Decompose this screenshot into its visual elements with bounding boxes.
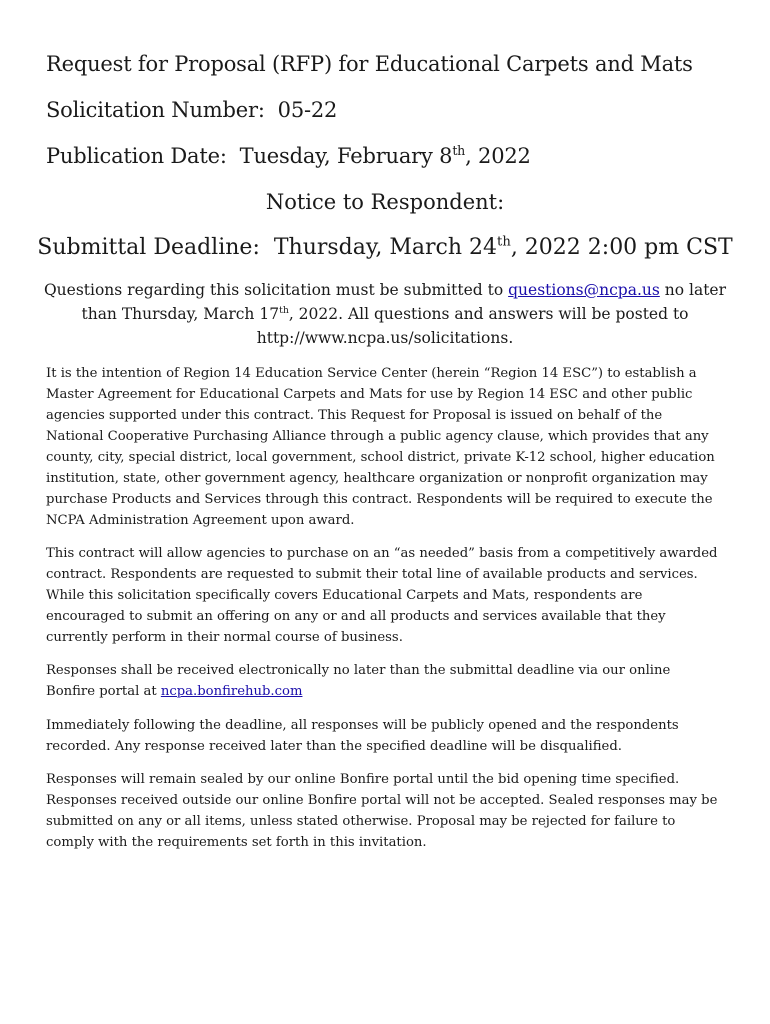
sealed-responses-paragraph: Responses will remain sealed by our online Bonfire portal until the bid opening time specified. Responses received outside our online Bonfire portal will not be accepted. Sealed responses may be submitted on any or all items, unless stated otherwise. Proposal may be rejected for failure to comply with the requirements set forth in this invitation.	[46, 772, 718, 850]
publication-date-sup: th	[452, 143, 466, 158]
solicitation-label: Solicitation Number:	[46, 98, 265, 122]
publication-date-post: , 2022	[465, 144, 531, 168]
notice-heading: Notice to Respondent:	[265, 190, 505, 214]
opening-paragraph: Immediately following the deadline, all responses will be publicly opened and the respondents recorded. Any response received later than the specified deadline will be disqualified.	[46, 718, 679, 754]
submission-paragraph	[46, 660, 722, 702]
questions-notice	[40, 278, 730, 350]
bonfire-portal-link[interactable]: ncpa.bonfirehub.com	[160, 684, 303, 699]
publication-label: Publication Date:	[46, 144, 227, 168]
solicitation-value: 05-22	[277, 98, 338, 122]
document-title: Request for Proposal (RFP) for Educational Carpets and Mats	[46, 52, 693, 76]
contract-scope-paragraph: This contract will allow agencies to purchase on an “as needed” basis from a competitively awarded contract. Respondents are requested to submit their total line of available products and services. While this solicitation specifically covers Educational Carpets and Mats, respondents are encouraged to submit an offering on any or and all products and services available that they currently perform in their normal course of business.	[46, 546, 718, 645]
submittal-deadline	[0, 234, 770, 262]
intent-paragraph: It is the intention of Region 14 Education Service Center (herein “Region 14 ESC”) to establish a Master Agreement for Educational Carpets and Mats for use by Region 14 ESC and other public agencies supported under this contract. This Request for Proposal is issued on behalf of the National Cooperative Purchasing Alliance through a public agency clause, which provides that any county, city, special district, local government, school district, private K-12 school, higher education institution, state, other government agency, healthcare organization or nonprofit organization may purchase Products and Services through this contract. Respondents will be required to execute the NCPA Administration Agreement upon award.	[46, 366, 715, 528]
deadline-date-post: , 2022 2:00 pm CST	[510, 235, 733, 260]
questions-email-link[interactable]: questions@ncpa.us	[508, 281, 660, 299]
solicitation-number	[46, 97, 337, 123]
questions-mid-sup: th	[279, 304, 289, 316]
questions-text-mid: no later than Thursday, March 17	[81, 281, 727, 323]
deadline-date-sup: th	[497, 234, 511, 250]
submission-text: Responses shall be received electronically no later than the submittal deadline via our online Bonfire portal at	[46, 663, 671, 699]
questions-text-pre: Questions regarding this solicitation must be submitted to	[43, 281, 504, 299]
deadline-date-pre: Thursday, March 24	[273, 235, 498, 260]
publication-date-pre: Tuesday, February 8	[239, 144, 453, 168]
deadline-label: Submittal Deadline:	[37, 235, 260, 260]
questions-text-post: , 2022. All questions and answers will be posted to http://www.ncpa.us/solicitations.	[256, 305, 689, 347]
publication-date	[46, 143, 531, 169]
